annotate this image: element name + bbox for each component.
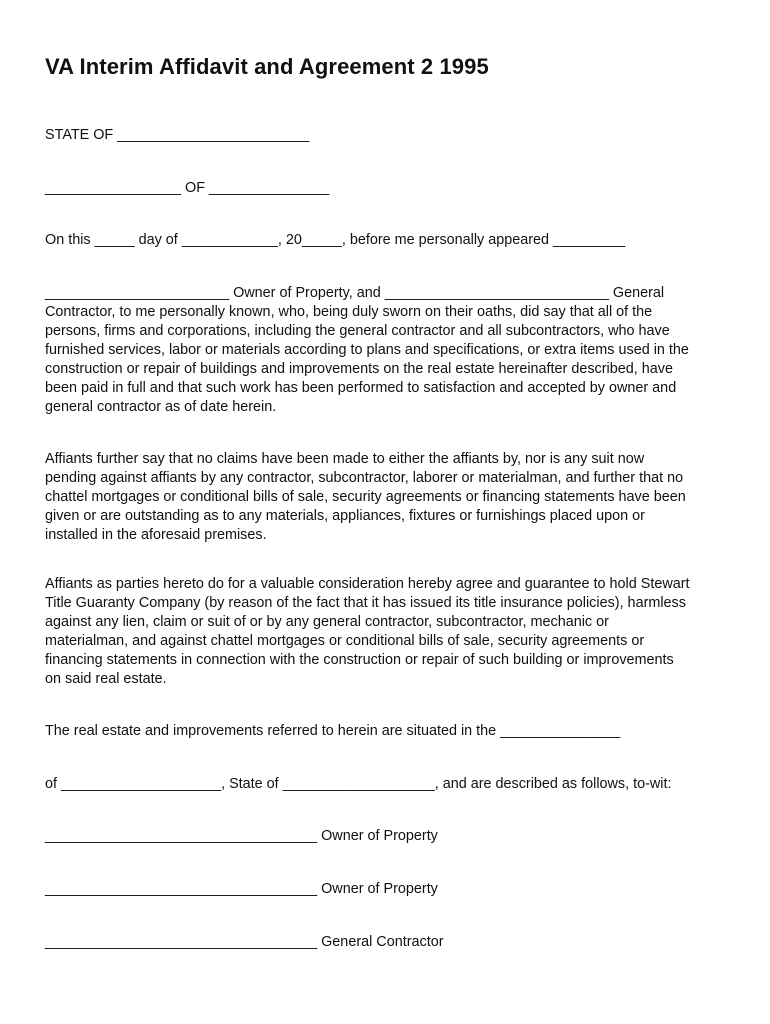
paragraph-indemnity (45, 575, 735, 689)
location-line: of ____________________, State of ___________________, and are described as follows, to-wit: (45, 776, 672, 792)
paragraph-line: _______________________ Owner of Property, and ____________________________ General (45, 285, 665, 301)
paragraph-line: against any lien, claim or suit of or by any general contractor, subcontractor, mechanic or (45, 614, 609, 630)
signature-general-contractor: __________________________________ General Contractor (45, 934, 444, 950)
paragraph-line: materialman, and against chattel mortgages or conditional bills of sale, security agreements or (45, 633, 645, 649)
paragraph-line: pending against affiants by any contractor, subcontractor, laborer or materialman, and further that no (45, 470, 684, 486)
paragraph-no-claims (45, 450, 735, 545)
paragraph-line: Affiants as parties hereto do for a valuable consideration hereby agree and guarantee to hold Stewart (45, 576, 690, 592)
state-line: STATE OF ________________________ (45, 127, 310, 143)
county-line: _________________ OF _______________ (45, 180, 330, 196)
paragraph-line: installed in the aforesaid premises. (45, 527, 267, 543)
paragraph-line: financing statements in connection with the construction or repair of such building or improvements (45, 652, 674, 668)
date-line: On this _____ day of ____________, 20_____, before me personally appeared _________ (45, 232, 626, 248)
paragraph-line: Contractor, to me personally known, who, being duly sworn on their oaths, did say that all of the (45, 304, 653, 320)
paragraph-line: furnished services, labor or materials according to plans and specifications, or extra items used in the (45, 342, 689, 358)
paragraph-line: Title Guaranty Company (by reason of the fact that it has issued its title insurance policies), harmless (45, 595, 686, 611)
signature-owner-2: __________________________________ Owner of Property (45, 881, 438, 897)
paragraph-line: been paid in full and that such work has been performed to satisfaction and accepted by owner and (45, 380, 677, 396)
paragraph-line: construction or repair of buildings and improvements on the real estate hereinafter described, have (45, 361, 673, 377)
paragraph-line: on said real estate. (45, 671, 167, 687)
document-title: VA Interim Affidavit and Agreement 2 1995 (45, 54, 489, 79)
paragraph-line: Affiants further say that no claims have been made to either the affiants by, nor is any suit now (45, 451, 645, 467)
situated-line: The real estate and improvements referred to herein are situated in the _______________ (45, 723, 621, 739)
paragraph-owner-contractor (45, 284, 735, 417)
signature-owner-1: __________________________________ Owner of Property (45, 828, 438, 844)
paragraph-line: chattel mortgages or conditional bills of sale, security agreements or financing statements have been (45, 489, 686, 505)
paragraph-line: given or are outstanding as to any materials, appliances, fixtures or furnishings placed upon or (45, 508, 645, 524)
paragraph-line: persons, firms and corporations, including the general contractor and all subcontractors, who have (45, 323, 670, 339)
paragraph-line: general contractor as of date herein. (45, 399, 277, 415)
